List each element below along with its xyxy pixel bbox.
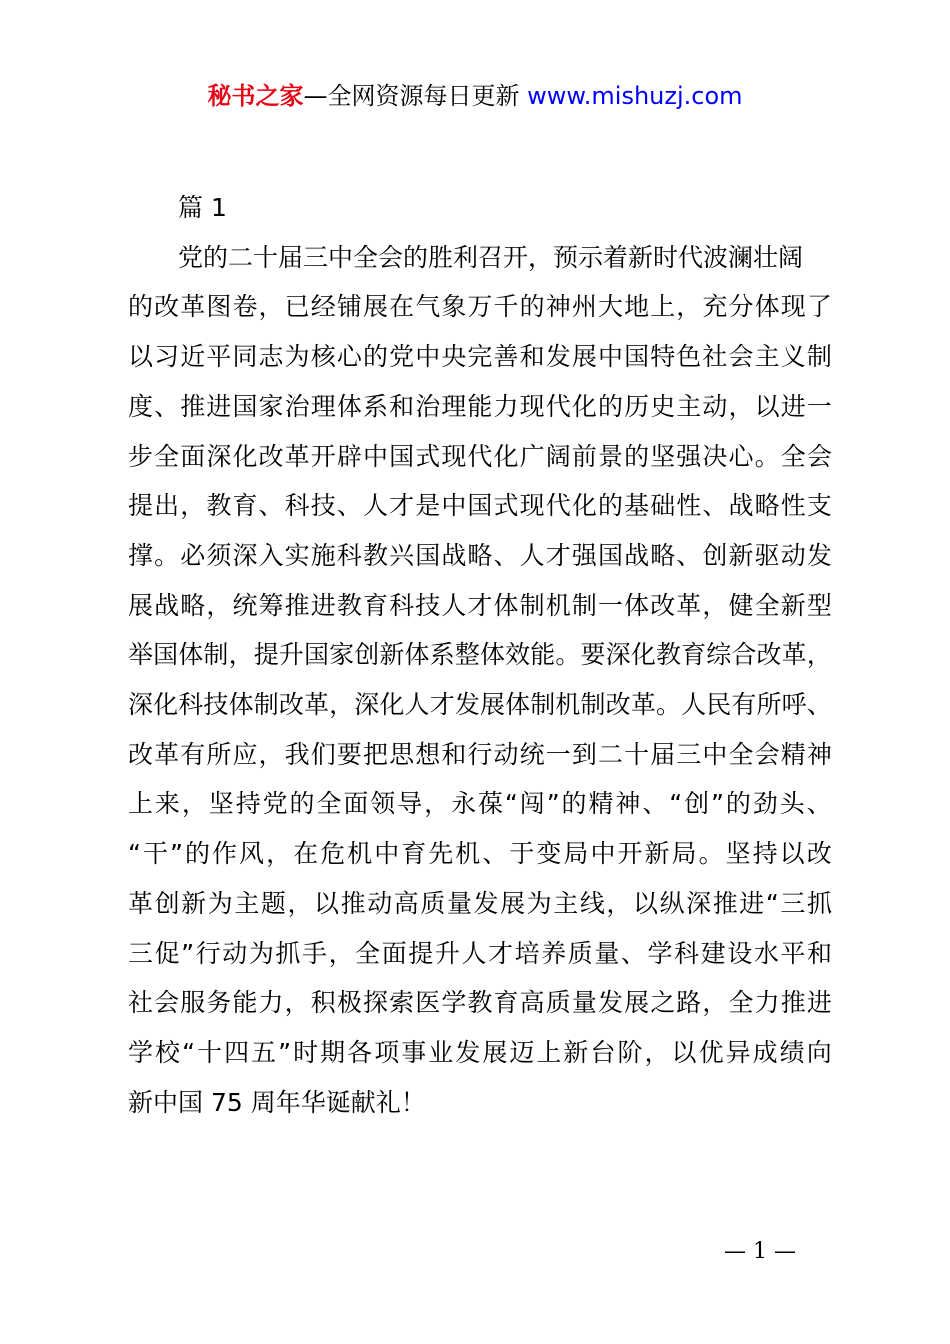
section-title: 篇 1 — [178, 193, 227, 222]
paragraph-line-3: 以 习 近 平 同 志 为 核 心 的 党 中 央 完 善 和 发 展 中 国 特 色 社 会 主 义 制 — [128, 342, 832, 372]
brand-name: 秘书之家 — [207, 82, 304, 110]
paragraph-line-18: 新中国 75 周年华诞献礼！ — [128, 1087, 426, 1117]
paragraph-line-2: 的 改 革 图 卷 ， 已 经 铺 展 在 气 象 万 千 的 神 州 大 地 上 ， 充 分 体 现 了 — [128, 292, 832, 322]
paragraph-line-14: 革 创 新 为 主 题 ， 以 推 动 高 质 量 发 展 为 主 线 ， 以 纵 深 推 进 “ 三 抓 — [128, 888, 832, 918]
paragraph-line-15: 三 促 ” 行 动 为 抓 手 ， 全 面 提 升 人 才 培 养 质 量 、 学 科 建 设 水 平 和 — [128, 938, 832, 968]
paragraph-line-9: 举 国 体 制 ， 提 升 国 家 创 新 体 系 整 体 效 能 。 要 深 化 教 育 综 合 改 革 ， — [128, 640, 832, 670]
paragraph-line-10: 深 化 科 技 体 制 改 革 ， 深 化 人 才 发 展 体 制 机 制 改 革 。 人 民 有 所 呼 、 — [128, 690, 832, 720]
paragraph-line-12: 上 来 ， 坚 持 党 的 全 面 领 导 ， 永 葆 “ 闯 ” 的 精 神 、 “ 创 ” 的 劲 头 、 — [128, 789, 832, 819]
page-number: — 1 — — [724, 1239, 796, 1264]
paragraph-line-16: 社 会 服 务 能 力 ， 积 极 探 索 医 学 教 育 高 质 量 发 展 之 路 ， 全 力 推 进 — [128, 988, 832, 1018]
paragraph-line-1: 党的二十届三中全会的胜利召开，预示着新时代波澜壮阔 — [178, 242, 804, 272]
document-body — [128, 183, 832, 1127]
paragraph-line-17: 学 校 “ 十 四 五 ” 时 期 各 项 事 业 发 展 迈 上 新 台 阶 ， 以 优 异 成 绩 向 — [128, 1037, 832, 1067]
paragraph-line-4: 度 、 推 进 国 家 治 理 体 系 和 治 理 能 力 现 代 化 的 历 史 主 动 ， 以 进 一 — [128, 391, 832, 421]
paragraph-line-5: 步 全 面 深 化 改 革 开 辟 中 国 式 现 代 化 广 阔 前 景 的 坚 强 决 心 。 全 会 — [128, 441, 832, 471]
paragraph-line-8: 展 战 略 ， 统 筹 推 进 教 育 科 技 人 才 体 制 机 制 一 体 改 革 ， 健 全 新 型 — [128, 590, 832, 620]
site-header-banner — [0, 80, 950, 112]
paragraph-line-7: 撑 。 必 须 深 入 实 施 科 教 兴 国 战 略 、 人 才 强 国 战 略 、 创 新 驱 动 发 — [128, 540, 832, 570]
paragraph-line-11: 改 革 有 所 应 ， 我 们 要 把 思 想 和 行 动 统 一 到 二 十 届 三 中 全 会 精 神 — [128, 739, 832, 769]
site-url-link[interactable]: www.mishuzj.com — [527, 82, 743, 110]
paragraph-line-6: 提 出 ， 教 育 、 科 技 、 人 才 是 中 国 式 现 代 化 的 基 础 性 、 战 略 性 支 — [128, 491, 832, 521]
header-tagline: —全网资源每日更新 — [303, 82, 528, 110]
paragraph-line-13: “ 干 ” 的 作 风 ， 在 危 机 中 育 先 机 、 于 变 局 中 开 新 局 。 坚 持 以 改 — [128, 839, 832, 869]
